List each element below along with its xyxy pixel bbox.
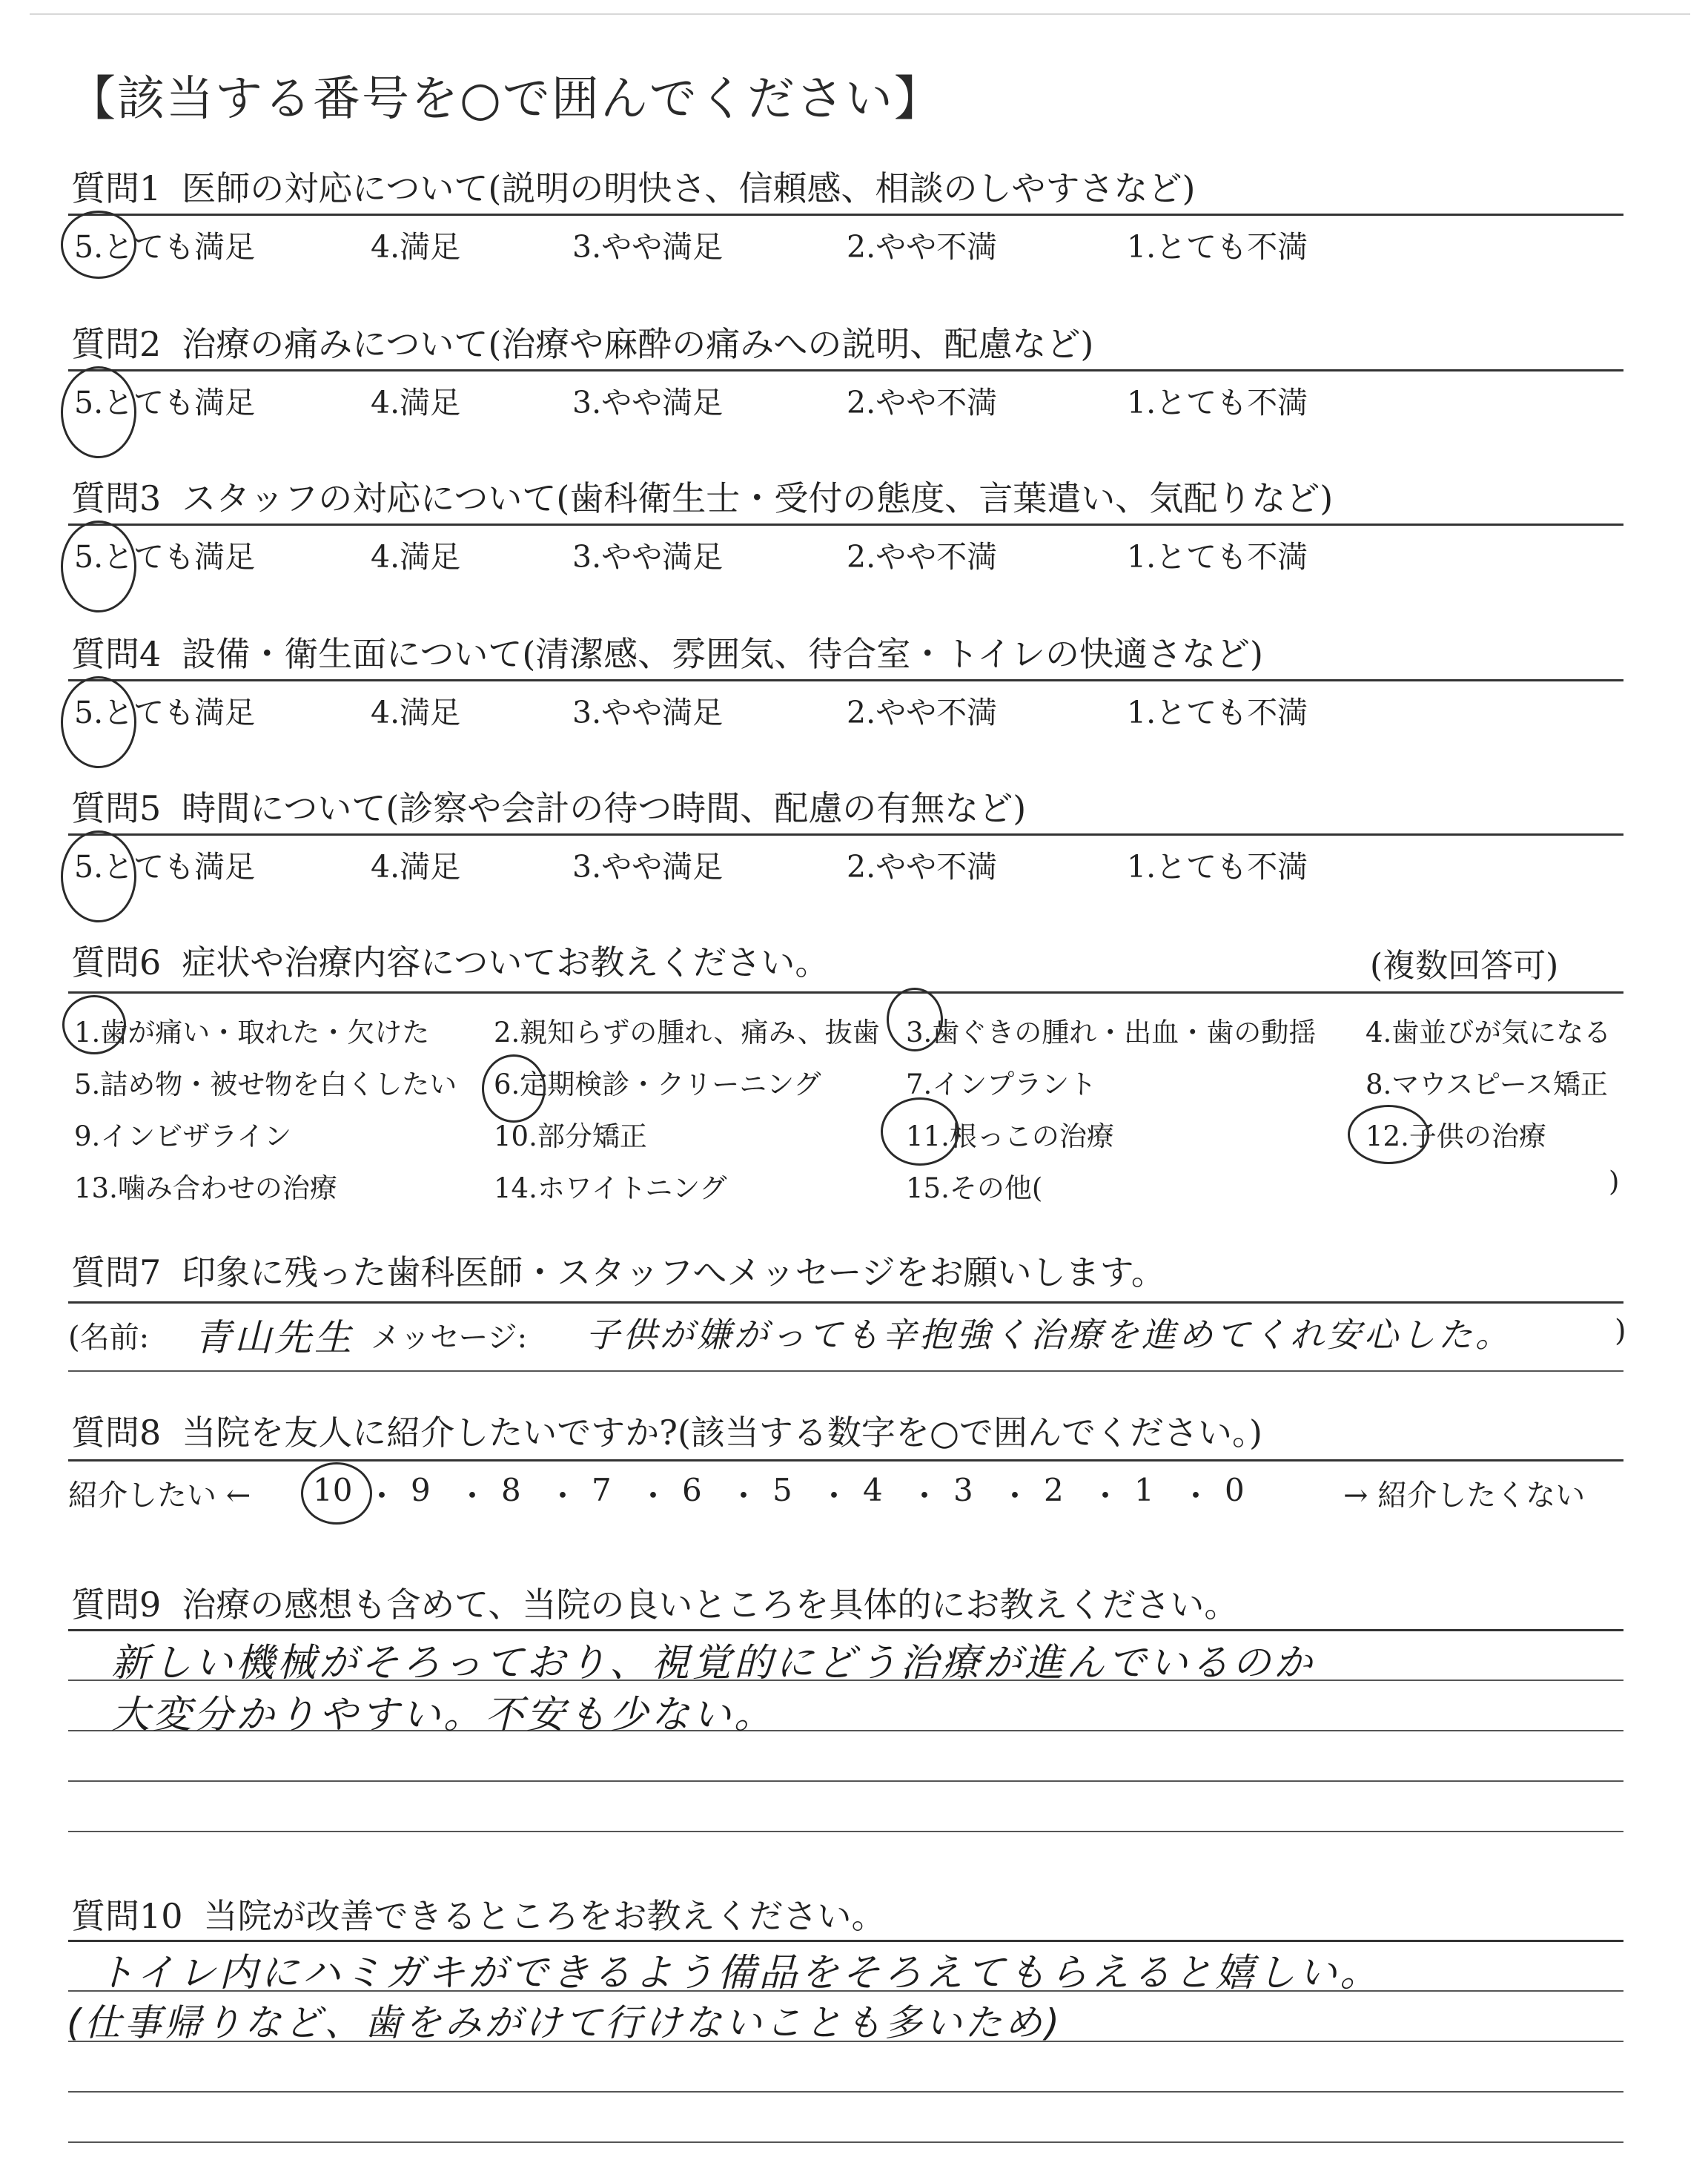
answer-text-line-1[interactable]: トイレ内にハミガキができるよう備品をそろえてもらえると嬉しい。	[96, 1951, 1382, 1995]
question-number: 質問6	[71, 942, 162, 982]
answer-text-line-2[interactable]: 大変分かりやすい。不安も少ない。	[111, 1693, 776, 1737]
name-value[interactable]: 青山先生	[194, 1316, 354, 1359]
rating-option[interactable]: 5.とても満足	[74, 849, 256, 885]
scale-value[interactable]: 9	[411, 1472, 431, 1508]
selection-circle	[62, 995, 126, 1054]
answer-line	[68, 1831, 1623, 1832]
question-4-title	[71, 627, 1263, 676]
symptom-option[interactable]: 2.親知らずの腫れ、痛み、抜歯	[494, 1017, 880, 1048]
question-2-title	[71, 317, 1093, 366]
question-text: 当院が改善できるところをお教えください。	[203, 1896, 886, 1936]
rating-option[interactable]: 1.とても不満	[1127, 385, 1308, 420]
selection-circle	[61, 676, 136, 768]
question-number: 質問4	[71, 634, 162, 674]
page-heading: 【該当する番号を○で囲んでください】	[68, 72, 943, 127]
question-7-rule	[68, 1301, 1623, 1304]
scale-right-label: → 紹介したくない	[1343, 1479, 1586, 1513]
question-text: 治療の感想も含めて、当院の良いところを具体的にお教えください。	[182, 1585, 1239, 1625]
question-number: 質問3	[71, 478, 162, 518]
answer-line	[68, 2091, 1623, 2093]
selection-circle	[1348, 1105, 1429, 1164]
symptom-option[interactable]: 7.インプラント	[906, 1069, 1097, 1100]
name-label: (名前:	[68, 1321, 150, 1355]
rating-option[interactable]: 3.やや満足	[572, 229, 724, 265]
symptom-option[interactable]: 9.インビザライン	[74, 1120, 292, 1152]
rating-option[interactable]: 3.やや満足	[572, 539, 724, 575]
scale-value[interactable]: 8	[501, 1472, 521, 1508]
message-underline	[68, 1370, 1623, 1372]
rating-option[interactable]: 3.やや満足	[572, 695, 724, 730]
selection-circle	[61, 211, 136, 279]
question-rule	[68, 214, 1623, 216]
symptom-option[interactable]: 15.その他(	[906, 1172, 1043, 1204]
question-10-title	[71, 1889, 886, 1938]
question-text: 当院を友人に紹介したいですか?(該当する数字を○で囲んでください。)	[182, 1413, 1262, 1453]
rating-option[interactable]: 4.満足	[371, 695, 461, 730]
scale-separator: ・	[1180, 1478, 1212, 1514]
rating-option[interactable]: 2.やや不満	[847, 539, 998, 575]
symptom-option[interactable]: 11.根っこの治療	[906, 1120, 1114, 1152]
scale-value[interactable]: 6	[682, 1472, 702, 1508]
symptom-option[interactable]: 10.部分矯正	[494, 1120, 647, 1152]
scale-value[interactable]: 4	[863, 1472, 883, 1508]
question-number: 質問7	[71, 1252, 162, 1292]
question-number: 質問8	[71, 1413, 162, 1453]
symptom-option[interactable]: 14.ホワイトニング	[494, 1172, 727, 1204]
scale-separator: ・	[999, 1478, 1031, 1514]
rating-option[interactable]: 3.やや満足	[572, 849, 724, 885]
question-1-title	[71, 162, 1195, 211]
other-close-paren: )	[1609, 1166, 1620, 1198]
symptom-option[interactable]: 8.マウスピース矯正	[1366, 1069, 1608, 1100]
scale-value[interactable]: 0	[1225, 1472, 1245, 1508]
question-text: 印象に残った歯科医師・スタッフへメッセージをお願いします。	[182, 1252, 1165, 1292]
rating-option[interactable]: 5.とても満足	[74, 229, 256, 265]
question-rule	[68, 524, 1623, 526]
answer-text-line-1[interactable]: 新しい機械がそろっており、視覚的にどう治療が進んでいるのか	[111, 1641, 1316, 1685]
close-paren: )	[1615, 1314, 1626, 1348]
rating-option[interactable]: 2.やや不満	[847, 229, 998, 265]
question-5-title	[71, 782, 1026, 830]
rating-option[interactable]: 4.満足	[371, 849, 461, 885]
question-3-title	[71, 472, 1333, 521]
question-6-rule	[68, 991, 1623, 994]
symptom-option[interactable]: 12.子供の治療	[1366, 1120, 1546, 1152]
message-value[interactable]: 子供が嫌がっても辛抱強く治療を進めてくれ安心した。	[586, 1315, 1512, 1355]
question-number: 質問2	[71, 324, 162, 364]
question-8-rule	[68, 1459, 1623, 1462]
message-label: メッセージ:	[371, 1321, 528, 1355]
scale-separator: ・	[366, 1478, 398, 1514]
question-number: 質問1	[71, 168, 162, 208]
selection-circle	[887, 988, 943, 1051]
selection-circle	[61, 366, 136, 458]
question-text: 時間について(診察や会計の待つ時間、配慮の有無など)	[182, 788, 1027, 828]
rating-option[interactable]: 5.とても満足	[74, 695, 256, 730]
scale-separator: ・	[909, 1478, 941, 1514]
symptom-option[interactable]: 13.噛み合わせの治療	[74, 1172, 337, 1204]
scale-separator: ・	[728, 1478, 760, 1514]
selection-circle	[61, 521, 136, 612]
question-text: 設備・衛生面について(清潔感、雰囲気、待合室・トイレの快適さなど)	[182, 634, 1263, 674]
question-8-title	[71, 1406, 1262, 1455]
question-number: 質問5	[71, 788, 162, 828]
scale-value[interactable]: 10	[313, 1472, 353, 1508]
answer-text-line-2[interactable]: (仕事帰りなど、歯をみがけて行けないことも多いため)	[67, 2001, 1063, 2044]
rating-option[interactable]: 2.やや不満	[847, 849, 998, 885]
scale-value[interactable]: 1	[1134, 1472, 1154, 1508]
symptom-option[interactable]: 4.歯並びが気になる	[1366, 1017, 1612, 1048]
question-rule	[68, 833, 1623, 836]
rating-option[interactable]: 1.とても不満	[1127, 229, 1308, 265]
selection-circle	[61, 830, 136, 922]
selection-circle	[881, 1097, 959, 1166]
symptom-option[interactable]: 3.歯ぐきの腫れ・出血・歯の動揺	[906, 1017, 1317, 1048]
rating-option[interactable]: 5.とても満足	[74, 539, 256, 575]
scale-separator: ・	[457, 1478, 489, 1514]
question-9-title	[71, 1578, 1238, 1627]
rating-option[interactable]: 4.満足	[371, 539, 461, 575]
rating-option[interactable]: 4.満足	[371, 385, 461, 420]
question-text: 医師の対応について(説明の明快さ、信頼感、相談のしやすさなど)	[182, 168, 1196, 208]
symptom-option[interactable]: 1.歯が痛い・取れた・欠けた	[74, 1017, 430, 1048]
scale-value[interactable]: 2	[1044, 1472, 1064, 1508]
rating-option[interactable]: 2.やや不満	[847, 695, 998, 730]
rating-option[interactable]: 3.やや満足	[572, 385, 724, 420]
scale-value[interactable]: 3	[953, 1472, 973, 1508]
rating-option[interactable]: 1.とても不満	[1127, 695, 1308, 730]
scale-value[interactable]: 5	[772, 1472, 792, 1508]
question-text: 症状や治療内容についてお教えください。	[182, 942, 830, 982]
rating-option[interactable]: 2.やや不満	[847, 385, 998, 420]
question-6-title	[71, 936, 829, 985]
question-text: スタッフの対応について(歯科衛生士・受付の態度、言葉遣い、気配りなど)	[182, 478, 1334, 518]
question-number: 質問10	[71, 1896, 183, 1936]
scale-value[interactable]: 7	[592, 1472, 612, 1508]
answer-line	[68, 2141, 1623, 2143]
rating-option[interactable]: 5.とても満足	[74, 385, 256, 420]
rating-option[interactable]: 4.満足	[371, 229, 461, 265]
symptom-option[interactable]: 6.定期検診・クリーニング	[494, 1069, 821, 1100]
selection-circle	[301, 1462, 372, 1525]
multiple-answers-note: (複数回答可)	[1370, 947, 1559, 985]
selection-circle	[482, 1054, 546, 1123]
question-rule	[68, 679, 1623, 681]
top-border	[30, 13, 1690, 15]
scale-left-label: 紹介したい ←	[68, 1479, 251, 1513]
question-rule	[68, 369, 1623, 371]
rating-option[interactable]: 1.とても不満	[1127, 849, 1308, 885]
answer-line	[68, 1780, 1623, 1782]
scale-separator: ・	[547, 1478, 579, 1514]
scale-separator: ・	[1090, 1478, 1122, 1514]
question-number: 質問9	[71, 1585, 162, 1625]
question-text: 治療の痛みについて(治療や麻酔の痛みへの説明、配慮など)	[182, 324, 1094, 364]
symptom-option[interactable]: 5.詰め物・被せ物を白くしたい	[74, 1069, 457, 1100]
scale-separator: ・	[638, 1478, 669, 1514]
scale-separator: ・	[818, 1478, 850, 1514]
question-7-title	[71, 1246, 1165, 1295]
rating-option[interactable]: 1.とても不満	[1127, 539, 1308, 575]
